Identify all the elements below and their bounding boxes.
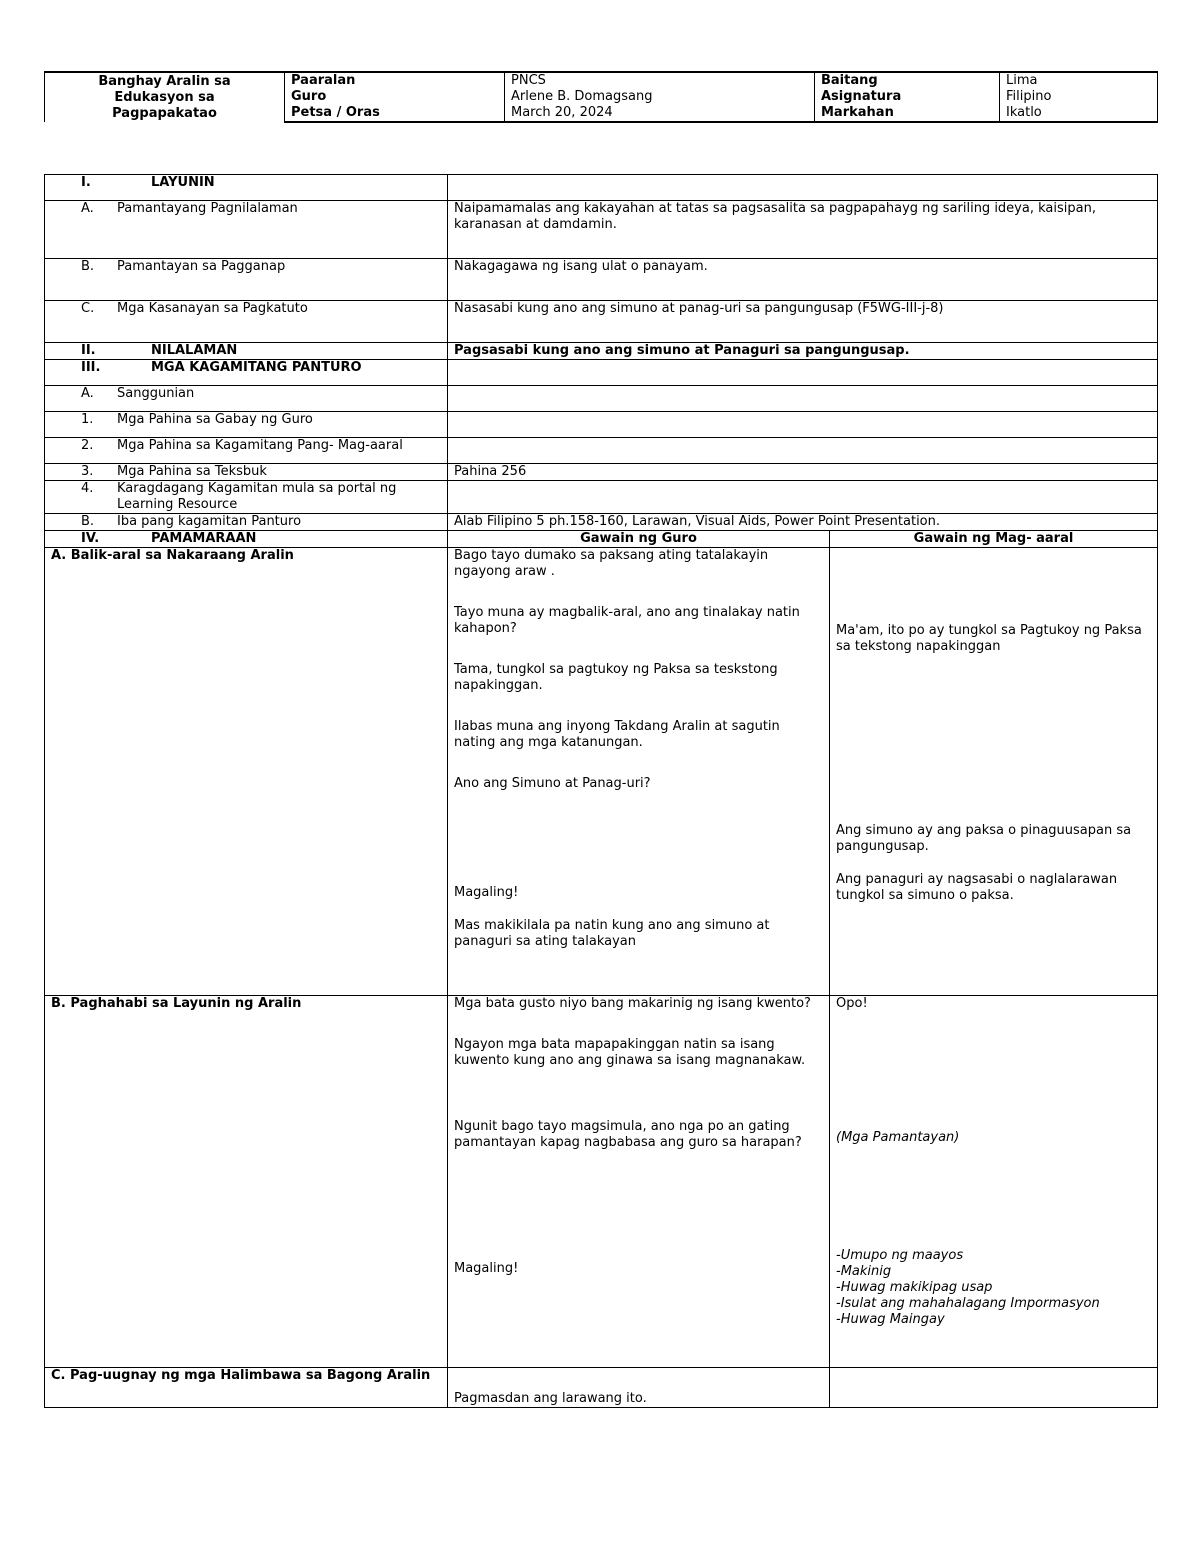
procedure-title: C. Pag-uugnay ng mga Halimbawa sa Bagong Aralin xyxy=(45,1368,448,1408)
row-label xyxy=(45,301,448,343)
item-label: Mga Pahina sa Kagamitang Pang- Mag-aaral xyxy=(117,438,403,453)
section-number: III. xyxy=(81,360,101,375)
nilalaman-value: Pagsasabi kung ano ang simuno at Panaguri sa pangungusap. xyxy=(448,343,1158,360)
header-row xyxy=(45,72,1158,89)
guro-line: Ngayon mga bata mapapakinggan natin sa isang kuwento kung ano ang ginawa sa isang magnanakaw. xyxy=(454,1037,806,1068)
section-heading xyxy=(45,531,448,548)
header-table xyxy=(44,71,1158,123)
row-value: Pahina 256 xyxy=(448,464,1158,481)
section-number: I. xyxy=(81,175,91,190)
item-label: Pamantayang Pagnilalaman xyxy=(117,201,298,216)
empty-cell xyxy=(448,175,1158,201)
header-label: Asignatura xyxy=(815,89,1000,105)
magaaral-line: (Mga Pamantayan) xyxy=(836,1130,960,1145)
guro-activities xyxy=(448,548,830,996)
section-heading xyxy=(45,343,448,360)
header-label: Petsa / Oras xyxy=(285,105,505,122)
header-label: Baitang xyxy=(815,72,1000,89)
table-row xyxy=(45,386,1158,412)
table-row xyxy=(45,412,1158,438)
list-item: -Makinig xyxy=(836,1264,892,1279)
guro-line: Tama, tungkol sa pagtukoy ng Paksa sa teskstong napakinggan. xyxy=(454,662,778,693)
procedure-row-a xyxy=(45,548,1158,996)
guro-line: Magaling! xyxy=(454,1261,519,1276)
section-number: II. xyxy=(81,343,96,358)
row-label xyxy=(45,201,448,259)
section-row-kagamitan xyxy=(45,360,1158,386)
table-row xyxy=(45,481,1158,514)
item-letter: C. xyxy=(81,301,95,316)
procedure-title: B. Paghahabi sa Layunin ng Aralin xyxy=(45,996,448,1368)
empty-cell xyxy=(448,386,1158,412)
section-heading xyxy=(45,360,448,386)
guro-line: Bago tayo dumako sa paksang ating tatalakayin ngayong araw . xyxy=(454,548,769,579)
item-letter: A. xyxy=(81,386,94,401)
header-label: Guro xyxy=(285,89,505,105)
header-value: March 20, 2024 xyxy=(505,105,815,122)
section-title: MGA KAGAMITANG PANTURO xyxy=(151,360,362,375)
magaaral-activities xyxy=(830,1368,1158,1408)
table-row xyxy=(45,514,1158,531)
row-label xyxy=(45,412,448,438)
column-header-magaaral: Gawain ng Mag- aaral xyxy=(830,531,1158,548)
header-value: Lima xyxy=(1000,72,1158,89)
row-value xyxy=(448,481,1158,514)
item-number: 3. xyxy=(81,464,94,479)
row-label xyxy=(45,386,448,412)
row-label xyxy=(45,438,448,464)
item-label: Mga Kasanayan sa Pagkatuto xyxy=(117,301,308,316)
lesson-plan-title: Banghay Aralin sa Edukasyon sa Pagpapakatao xyxy=(45,72,285,122)
list-item: -Isulat ang mahahalagang Impormasyon xyxy=(836,1296,1100,1311)
table-row xyxy=(45,201,1158,259)
table-row xyxy=(45,464,1158,481)
item-letter: B. xyxy=(81,259,95,274)
procedure-title: A. Balik-aral sa Nakaraang Aralin xyxy=(45,548,448,996)
item-letter: B. xyxy=(81,514,95,529)
section-row-nilalaman xyxy=(45,343,1158,360)
header-label: Markahan xyxy=(815,105,1000,122)
table-row xyxy=(45,438,1158,464)
magaaral-line: Opo! xyxy=(836,996,868,1011)
table-row xyxy=(45,259,1158,301)
item-number: 2. xyxy=(81,438,94,453)
row-label xyxy=(45,481,448,514)
row-label xyxy=(45,259,448,301)
section-heading xyxy=(45,175,448,201)
section-title: NILALAMAN xyxy=(151,343,238,358)
magaaral-activities xyxy=(830,996,1158,1368)
header-value: Arlene B. Domagsang xyxy=(505,89,815,105)
row-value: Naipamamalas ang kakayahan at tatas sa pagsasalita sa pagpapahayg ng sariling ideya, kaisipan, karanasan at damdamin. xyxy=(448,201,1158,259)
item-letter: A. xyxy=(81,201,94,216)
row-value xyxy=(448,412,1158,438)
guro-activities xyxy=(448,996,830,1368)
section-title: PAMAMARAAN xyxy=(151,531,257,546)
row-label xyxy=(45,464,448,481)
section-title: LAYUNIN xyxy=(151,175,215,190)
list-item: -Huwag makikipag usap xyxy=(836,1280,993,1295)
section-number: IV. xyxy=(81,531,100,546)
procedure-row-b xyxy=(45,996,1158,1368)
magaaral-line: Ang panaguri ay nagsasabi o naglalarawan tungkol sa simuno o paksa. xyxy=(836,872,1118,903)
header-value: Ikatlo xyxy=(1000,105,1158,122)
magaaral-activities xyxy=(830,548,1158,996)
list-item: -Umupo ng maayos xyxy=(836,1248,964,1263)
item-label: Mga Pahina sa Teksbuk xyxy=(117,464,267,479)
guro-activities: Pagmasdan ang larawang ito. xyxy=(448,1368,830,1408)
guro-line: Mas makikilala pa natin kung ano ang simuno at panaguri sa ating talakayan xyxy=(454,918,770,949)
item-label: Sanggunian xyxy=(117,386,195,401)
empty-cell xyxy=(448,360,1158,386)
guro-line: Tayo muna ay magbalik-aral, ano ang tinalakay natin kahapon? xyxy=(454,605,800,636)
item-label: Iba pang kagamitan Panturo xyxy=(117,514,302,529)
guro-line: Mga bata gusto niyo bang makarinig ng isang kwento? xyxy=(454,996,811,1011)
header-label: Paaralan xyxy=(285,72,505,89)
guro-line: Magaling! xyxy=(454,885,519,900)
row-value xyxy=(448,438,1158,464)
row-value: Nakagagawa ng isang ulat o panayam. xyxy=(448,259,1158,301)
table-row xyxy=(45,301,1158,343)
section-row-layunin xyxy=(45,175,1158,201)
row-label xyxy=(45,514,448,531)
section-row-pamamaraan xyxy=(45,531,1158,548)
header-value: Filipino xyxy=(1000,89,1158,105)
row-value: Nasasabi kung ano ang simuno at panag-uri sa pangungusap (F5WG-III-j-8) xyxy=(448,301,1158,343)
magaaral-line: Ang simuno ay ang paksa o pinaguusapan sa pangungusap. xyxy=(836,823,1132,854)
lesson-plan-table xyxy=(44,174,1158,1408)
item-number: 4. xyxy=(81,481,94,496)
guro-line: Ngunit bago tayo magsimula, ano nga po an gating pamantayan kapag nagbabasa ang guro sa harapan? xyxy=(454,1119,802,1150)
column-header-guro: Gawain ng Guro xyxy=(448,531,830,548)
magaaral-line: Ma'am, ito po ay tungkol sa Pagtukoy ng Paksa sa tekstong napakinggan xyxy=(836,623,1142,654)
row-value: Alab Filipino 5 ph.158-160, Larawan, Visual Aids, Power Point Presentation. xyxy=(448,514,1158,531)
item-label: Pamantayan sa Pagganap xyxy=(117,259,286,274)
list-item: -Huwag Maingay xyxy=(836,1312,945,1327)
item-label: Mga Pahina sa Gabay ng Guro xyxy=(117,412,313,427)
procedure-row-c xyxy=(45,1368,1158,1408)
item-label: Karagdagang Kagamitan mula sa portal ng Learning Resource xyxy=(117,481,397,512)
header-value: PNCS xyxy=(505,72,815,89)
guro-line: Ilabas muna ang inyong Takdang Aralin at sagutin nating ang mga katanungan. xyxy=(454,719,780,750)
guro-line: Ano ang Simuno at Panag-uri? xyxy=(454,776,651,791)
item-number: 1. xyxy=(81,412,94,427)
